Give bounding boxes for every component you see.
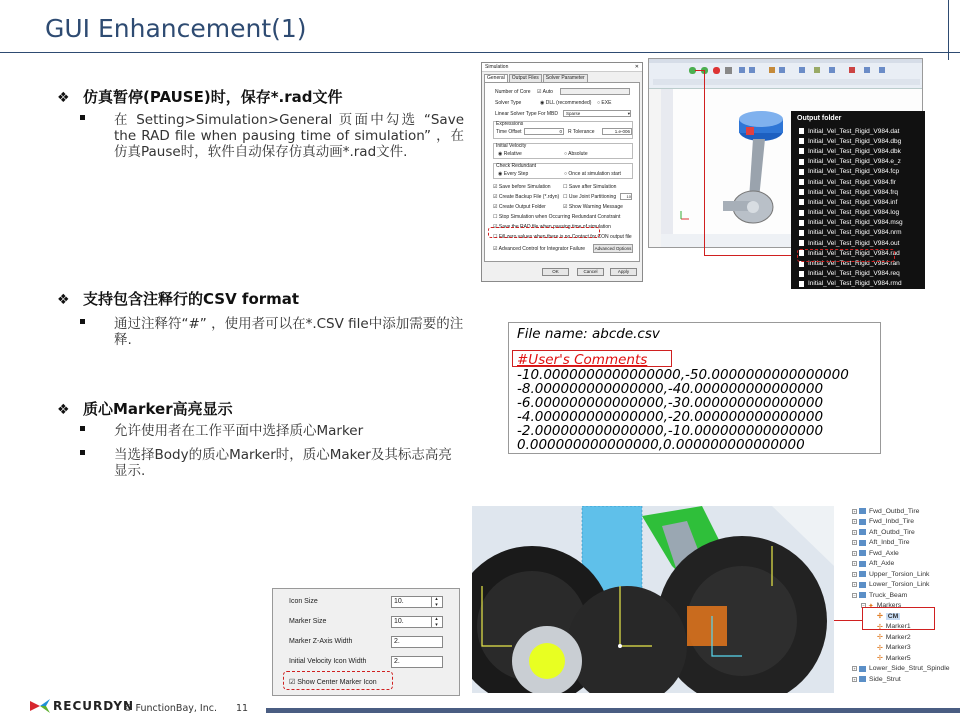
init-vel-icon-width-label: Initial Velocity Icon Width (289, 658, 367, 665)
check-joint-partitioning[interactable]: ☐ Use Joint Partitioning (563, 194, 617, 200)
file-icon (799, 179, 804, 185)
output-folder-header: Output folder (797, 115, 842, 122)
icon-size-field[interactable]: 10. (391, 596, 443, 608)
csv-file-name: File name: abcde.csv (517, 326, 660, 342)
tree-item[interactable]: + Upper_Torsion_Link (853, 570, 930, 578)
file-icon (799, 199, 804, 205)
marker-icon: ✢ (877, 644, 883, 652)
square-bullet-icon (80, 115, 85, 120)
file-item[interactable]: Initial_Vel_Test_Rigid_V984.log (791, 208, 925, 218)
footer-bar (266, 708, 960, 713)
tab-output-files[interactable]: Output Files (509, 74, 542, 82)
file-item[interactable]: Initial_Vel_Test_Rigid_V984.dbg (791, 136, 925, 146)
square-bullet-icon (80, 319, 85, 324)
tree-item[interactable]: + Fwd_Axle (853, 549, 899, 557)
marker-icon: ✢ (877, 623, 883, 631)
once-radio[interactable]: ○ Once at simulation start (564, 171, 621, 177)
tolerance-field[interactable]: 1.e-006 (602, 128, 632, 135)
collapse-icon[interactable]: − (862, 603, 865, 609)
recurdyn-logo-icon (30, 699, 50, 713)
file-icon (799, 128, 804, 134)
highlight-save-rad-option (488, 227, 600, 238)
file-item[interactable]: Initial_Vel_Test_Rigid_V984.flr (791, 177, 925, 187)
tree-item[interactable]: + Aft_Inbd_Tire (853, 539, 910, 547)
collapse-icon[interactable]: − (853, 592, 856, 598)
icon-size-label: Icon Size (289, 598, 318, 605)
highlight-comment-line (512, 350, 672, 367)
file-item[interactable]: Initial_Vel_Test_Rigid_V984.out (791, 238, 925, 248)
num-cores-label: Number of Core (495, 89, 531, 95)
expressions-group: Expressions Time Offset 0 R Tolerance 1.e-006 (493, 121, 633, 139)
check-show-warning[interactable]: ☑ Show Warning Message (563, 204, 623, 210)
title-rule (0, 52, 960, 53)
initial-velocity-group: Initial Velocity ◉ Relative ○ Absolute (493, 143, 633, 159)
marker-icon: ✢ (877, 655, 883, 663)
file-item[interactable]: Initial_Vel_Test_Rigid_V984.e_z (791, 157, 925, 167)
file-item[interactable]: Initial_Vel_Test_Rigid_V984.dat (791, 126, 925, 136)
marker-size-spinner[interactable]: ▴ ▾ (431, 616, 441, 628)
ok-button[interactable]: OK (542, 268, 569, 276)
page-title: GUI Enhancement(1) (45, 14, 307, 43)
diamond-bullet-icon: ❖ (57, 292, 70, 308)
section-3-bullet-1: 允许使用者在工作平面中选择质心Marker (78, 423, 464, 439)
file-item[interactable]: Initial_Vel_Test_Rigid_V984.ran (791, 258, 925, 268)
callout-line (704, 70, 705, 256)
csv-row: 0.000000000000000,0.000000000000000 (517, 437, 805, 453)
section-heading-2: ❖ 支持包含注释行的CSV format (57, 290, 300, 308)
file-icon (799, 189, 804, 195)
absolute-radio[interactable]: ○ Absolute (564, 151, 588, 157)
diamond-bullet-icon: ❖ (57, 90, 70, 106)
every-step-radio[interactable]: ◉ Every Step (498, 171, 529, 177)
check-save-after[interactable]: ☐ Save after Simulation (563, 184, 617, 190)
landing-gear-viewport (472, 506, 834, 693)
check-save-before[interactable]: ☑ Save before Simulation (493, 184, 551, 190)
toolbar-icons (649, 59, 923, 89)
tree-item[interactable]: − ✦ Markers (862, 602, 902, 610)
advanced-options-button[interactable]: Advanced Options (594, 246, 632, 251)
square-bullet-icon (80, 450, 85, 455)
square-bullet-icon (80, 426, 85, 431)
expand-icon[interactable]: + (853, 666, 856, 672)
callout-line (834, 620, 862, 621)
callout-line (695, 70, 705, 71)
csv-row: -10.0000000000000000,-50.0000000000000000 (517, 367, 849, 383)
tree-item[interactable]: + Fwd_Outbd_Tire (853, 507, 920, 515)
tab-general[interactable]: General (484, 74, 508, 82)
body-icon (859, 592, 866, 598)
expand-icon[interactable]: + (853, 540, 856, 546)
page-number: 11 (236, 703, 249, 714)
body-icon (859, 561, 866, 567)
cancel-button[interactable]: Cancel (577, 268, 604, 276)
csv-comment: #User's Comments (517, 352, 648, 368)
expand-icon[interactable]: + (853, 561, 856, 567)
linear-solver-label: Linear Solver Type For MBD (495, 111, 558, 117)
callout-line (704, 255, 797, 256)
highlight-cm-marker (862, 607, 935, 630)
file-icon (799, 271, 804, 277)
file-item[interactable]: Initial_Vel_Test_Rigid_V984.fcp (791, 167, 925, 177)
body-icon (859, 582, 866, 588)
tree-item[interactable]: + Aft_Axle (853, 560, 895, 568)
file-icon (799, 281, 804, 287)
brand-logo: RECURDYN (30, 699, 134, 713)
check-fill-zero[interactable]: ☐ Fill zero values when there is no Contact for CON output file (493, 234, 632, 240)
file-icon (799, 148, 804, 154)
file-icon (799, 230, 804, 236)
dll-radio[interactable]: ◉ DLL (recommended) (540, 100, 592, 106)
body-icon (859, 666, 866, 672)
expand-icon[interactable]: + (853, 519, 856, 525)
tree-item[interactable]: + Lower_Torsion_Link (853, 581, 930, 589)
title-vertical-rule (948, 0, 949, 60)
file-icon (799, 169, 804, 175)
backup-count-field[interactable]: 10 (620, 193, 632, 200)
body-icon (859, 519, 866, 525)
file-item[interactable]: Initial_Vel_Test_Rigid_V984.frq (791, 187, 925, 197)
num-cores-field[interactable] (560, 88, 630, 95)
show-center-marker-checkbox[interactable]: ☑ Show Center Marker Icon (289, 679, 377, 686)
body-icon (859, 550, 866, 556)
file-icon (799, 240, 804, 246)
section-3-bullet-2: 当选择Body的质心Marker时，质心Maker及其标志高亮显示. (78, 447, 464, 479)
tree-item[interactable]: − Truck_Beam (853, 591, 908, 599)
expand-icon[interactable]: + (853, 582, 856, 588)
tree-item[interactable]: ✢ Marker2 (877, 633, 911, 642)
close-icon[interactable]: ✕ (634, 64, 639, 70)
file-item[interactable]: Initial_Vel_Test_Rigid_V984.dbk (791, 146, 925, 156)
section-heading-3: ❖ 质心Marker高亮显示 (57, 400, 233, 418)
exe-radio[interactable]: ○ EXE (597, 100, 612, 106)
file-icon (799, 210, 804, 216)
expand-icon[interactable]: + (853, 571, 856, 577)
tree-item[interactable]: + Fwd_Inbd_Tire (853, 518, 915, 526)
file-icon (799, 220, 804, 226)
file-item[interactable]: Initial_Vel_Test_Rigid_V984.req (791, 269, 925, 279)
body-icon (859, 571, 866, 577)
tree-item[interactable]: ✢ Marker5 (877, 654, 911, 663)
section-2-bullet-1: 通过注释符“#” ，使用者可以在*.CSV file中添加需要的注释. (78, 316, 464, 348)
ribbon-toolbar (649, 59, 923, 89)
marker-z-width-label: Marker Z-Axis Width (289, 638, 353, 645)
copyright: © FunctionBay, Inc. (123, 703, 217, 714)
csv-row: -8.000000000000000,-40.000000000000000 (517, 381, 824, 397)
file-icon (799, 159, 804, 165)
check-redundant-group: Check Redundant ◉ Every Step ○ Once at simulation start (493, 163, 633, 179)
tree-item[interactable]: + Side_Strut (853, 675, 901, 683)
relative-radio[interactable]: ◉ Relative (498, 151, 522, 157)
body-icon (859, 540, 866, 546)
csv-row: -4.000000000000000,-20.000000000000000 (517, 409, 824, 425)
auto-checkbox[interactable]: ☑ Auto (537, 89, 553, 95)
expand-icon[interactable]: + (853, 529, 856, 535)
expand-icon[interactable]: + (853, 550, 856, 556)
csv-example (508, 322, 881, 454)
marker-icon: ✢ (877, 634, 883, 642)
check-save-rad-on-pause[interactable]: ☑ Save the RAD file when pausing time of simulation (493, 224, 611, 230)
output-folder-panel (791, 111, 925, 289)
section-heading-1: ❖ 仿真暂停(PAUSE)时，保存*.rad文件 (57, 88, 343, 106)
time-offset-field[interactable]: 0 (524, 128, 564, 135)
file-item[interactable]: Initial_Vel_Test_Rigid_V984.rad (791, 248, 925, 258)
body-icon (859, 529, 866, 535)
check-create-output-folder[interactable]: ☑ Create Output Folder (493, 204, 546, 210)
init-vel-icon-width-field[interactable]: 2. (391, 656, 443, 668)
csv-row: -6.000000000000000,-30.000000000000000 (517, 395, 824, 411)
file-item[interactable]: Initial_Vel_Test_Rigid_V984.msg (791, 218, 925, 228)
tree-item[interactable]: + Lower_Side_Strut_Spindle (853, 665, 950, 673)
marker-z-width-field[interactable]: 2. (391, 636, 443, 648)
csv-row: -2.000000000000000,-10.000000000000000 (517, 423, 824, 439)
linear-solver-select[interactable]: Sparse ▾ (563, 110, 631, 117)
tree-item[interactable]: ✢ Marker3 (877, 644, 911, 652)
check-stop-redundant[interactable]: ☐ Stop Simulation when Occurring Redundant Constraint (493, 214, 621, 220)
model-tree (847, 506, 960, 693)
markers-folder-icon: ✦ (868, 602, 874, 610)
body-icon (859, 676, 866, 682)
expand-icon[interactable]: + (853, 508, 856, 514)
marker-icon: ✢ (877, 613, 883, 621)
file-item[interactable]: Initial_Vel_Test_Rigid_V984.nrm (791, 228, 925, 238)
highlight-rad-file (797, 249, 895, 262)
chevron-down-icon: ▾ (627, 111, 630, 116)
section-1-bullet-1: 在 Setting>Simulation>General 页面中勾选 “Save the RAD file when pausing time of simulation” ，在仿真Pause时，软件自动保存仿真动画*.rad文件. (78, 112, 464, 160)
tree-item-cm[interactable]: ✢ CM (877, 612, 899, 621)
file-icon (799, 138, 804, 144)
expand-icon[interactable]: + (853, 676, 856, 682)
icon-size-spinner[interactable]: ▴ ▾ (431, 596, 441, 608)
highlight-show-center-marker (283, 671, 393, 690)
tab-solver-parameter[interactable]: Solver Parameter (543, 74, 588, 82)
marker-size-label: Marker Size (289, 618, 327, 625)
solver-type-label: Solver Type (495, 100, 522, 106)
simulation-dialog (481, 62, 643, 282)
dialog-tabs (484, 74, 640, 82)
check-create-backup[interactable]: ☑ Create Backup File (*.rdyn) (493, 194, 560, 200)
check-advanced-control[interactable]: ☑ Advanced Control for Integrator Failure (493, 246, 586, 252)
file-item[interactable]: Initial_Vel_Test_Rigid_V984.inf (791, 197, 925, 207)
diamond-bullet-icon: ❖ (57, 402, 70, 418)
marker-size-field[interactable]: 10. (391, 616, 443, 628)
tree-item[interactable]: ✢ Marker1 (877, 623, 911, 631)
tree-item[interactable]: + Aft_Outbd_Tire (853, 528, 915, 536)
dialog-titlebar: Simulation ✕ (482, 63, 642, 72)
file-item[interactable]: Initial_Vel_Test_Rigid_V984.rmd (791, 279, 925, 289)
apply-button[interactable]: Apply (610, 268, 637, 276)
body-icon (859, 508, 866, 514)
